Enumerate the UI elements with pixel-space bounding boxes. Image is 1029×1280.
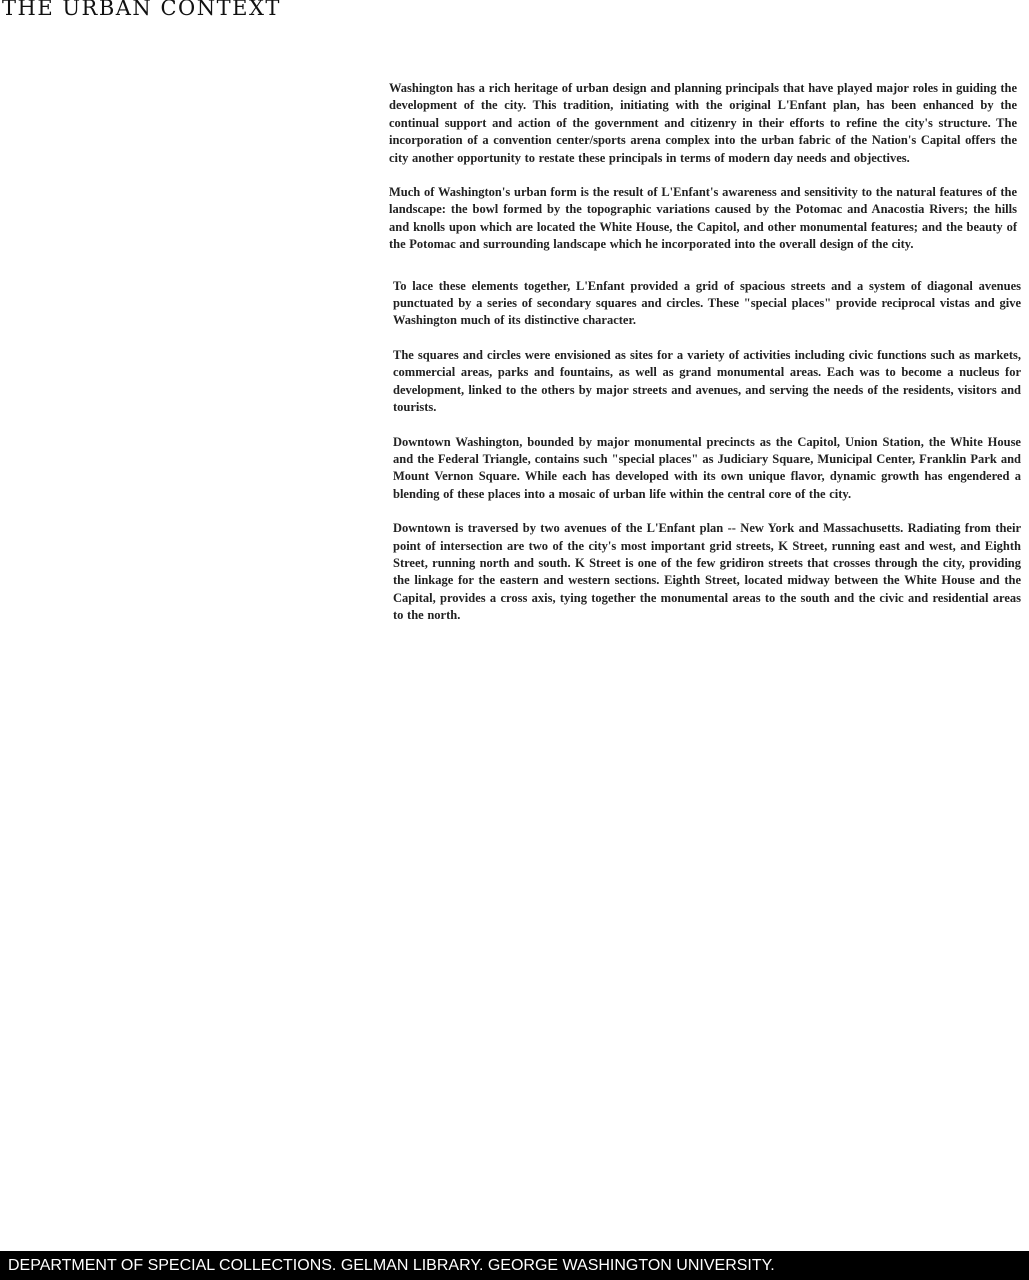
collection-credit-footer: DEPARTMENT OF SPECIAL COLLECTIONS. GELMAN LIBRARY. GEORGE WASHINGTON UNIVERSITY. — [0, 1251, 1029, 1280]
paragraph-squares-circles: The squares and circles were envisioned as sites for a variety of activities including civic functions such as markets, commercial areas, parks and fountains, as well as grand monumental areas. Each was to become a nucleus for development, linked to the others by major streets and avenues, and serving the needs of the residents, visitors and tourists. — [393, 347, 1021, 415]
paragraph-street-grid: To lace these elements together, L'Enfant provided a grid of spacious streets and a system of diagonal avenues punctuated by a series of secondary squares and circles. These "special places" provide reciprocal vistas and give Washington much of its distinctive character. — [393, 278, 1021, 328]
paragraph-heritage: Washington has a rich heritage of urban design and planning principals that have played major roles in guiding the development of the city. This tradition, initiating with the original L'Enfant plan, has been enhanced by the continual support and action of the government and citizenry in their efforts to refine the city's structure. The incorporation of a convention center/sports arena complex into the urban fabric of the Nation's Capital offers the city another opportunity to restate these principals in terms of modern day needs and objectives. — [389, 81, 1017, 165]
paragraph-avenues: Downtown is traversed by two avenues of the L'Enfant plan -- New York and Massachusetts. Radiating from their point of intersection are two of the city's most important grid streets, K Street, running east and west, and Eighth Street, running north and south. K Street is one of the few gridiron streets that crosses through the city, providing the linkage for the eastern and western sections. Eighth Street, located midway between the White House and the Capital, provides a cross axis, tying together the monumental areas to the south and the civic and residential areas to the north. — [393, 521, 1021, 623]
body-text-column — [389, 80, 1021, 625]
paragraph-urban-form: Much of Washington's urban form is the result of L'Enfant's awareness and sensitivity to the natural features of the landscape: the bowl formed by the topographic variations caused by the Potomac and Anacostia Rivers; the hills and knolls upon which are located the White House, the Capitol, and other monumental features; and the beauty of the Potomac and surrounding landscape which he incorporated into the overall design of the city. — [389, 185, 1017, 252]
paragraph-downtown: Downtown Washington, bounded by major monumental precincts as the Capitol, Union Station, the White House and the Federal Triangle, contains such "special places" as Judiciary Square, Municipal Center, Franklin Park and Mount Vernon Square. While each has developed with its own unique flavor, dynamic growth has engendered a blending of these places into a mosaic of urban life within the central core of the city. — [393, 434, 1021, 501]
page-heading: THE URBAN CONTEXT — [2, 0, 281, 20]
